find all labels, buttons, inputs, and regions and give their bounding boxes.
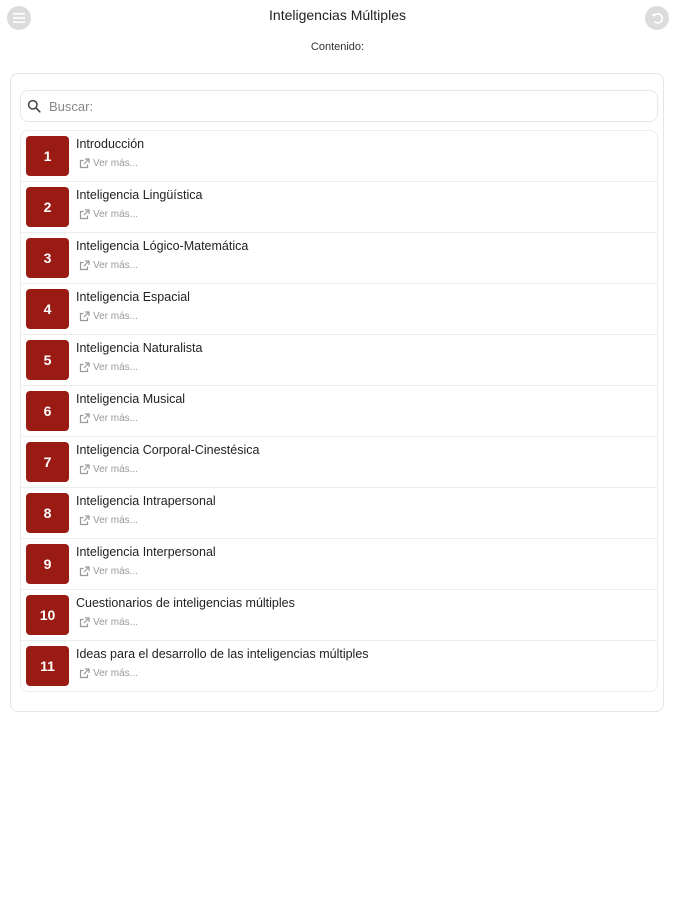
item-title: Cuestionarios de inteligencias múltiples bbox=[76, 596, 295, 610]
item-number-badge: 9 bbox=[26, 544, 69, 584]
see-more-link[interactable] bbox=[79, 158, 138, 169]
search-bar[interactable] bbox=[20, 90, 658, 122]
see-more-label: Ver más... bbox=[93, 362, 139, 373]
see-more-label: Ver más... bbox=[93, 464, 139, 475]
external-link-icon bbox=[79, 413, 90, 424]
content-panel bbox=[10, 73, 664, 712]
see-more-label: Ver más... bbox=[93, 158, 139, 169]
external-link-icon bbox=[79, 566, 90, 577]
list-item[interactable] bbox=[21, 386, 657, 437]
see-more-label: Ver más... bbox=[93, 209, 139, 220]
item-number-badge: 1 bbox=[26, 136, 69, 176]
see-more-label: Ver más... bbox=[93, 260, 139, 271]
content-list bbox=[20, 130, 658, 692]
search-input[interactable] bbox=[47, 98, 631, 115]
item-title: Inteligencia Naturalista bbox=[76, 341, 203, 355]
item-number-badge: 2 bbox=[26, 187, 69, 227]
item-title: Inteligencia Lógico-Matemática bbox=[76, 239, 249, 253]
see-more-link[interactable] bbox=[79, 413, 138, 424]
external-link-icon bbox=[79, 311, 90, 322]
search-icon bbox=[27, 99, 41, 113]
item-title: Inteligencia Lingüística bbox=[76, 188, 203, 202]
item-title: Inteligencia Intrapersonal bbox=[76, 494, 216, 508]
see-more-link[interactable] bbox=[79, 566, 138, 577]
see-more-link[interactable] bbox=[79, 515, 138, 526]
back-button[interactable] bbox=[645, 6, 669, 30]
list-item[interactable] bbox=[21, 284, 657, 335]
list-item[interactable] bbox=[21, 488, 657, 539]
list-item[interactable] bbox=[21, 335, 657, 386]
list-item[interactable] bbox=[21, 182, 657, 233]
list-item[interactable] bbox=[21, 641, 657, 691]
top-bar bbox=[0, 0, 675, 68]
see-more-link[interactable] bbox=[79, 668, 138, 679]
see-more-link[interactable] bbox=[79, 617, 138, 628]
item-title: Inteligencia Interpersonal bbox=[76, 545, 216, 559]
external-link-icon bbox=[79, 617, 90, 628]
external-link-icon bbox=[79, 515, 90, 526]
external-link-icon bbox=[79, 668, 90, 679]
item-number-badge: 5 bbox=[26, 340, 69, 380]
item-title: Inteligencia Espacial bbox=[76, 290, 190, 304]
see-more-label: Ver más... bbox=[93, 311, 139, 322]
external-link-icon bbox=[79, 464, 90, 475]
external-link-icon bbox=[79, 362, 90, 373]
list-item[interactable] bbox=[21, 539, 657, 590]
list-item[interactable] bbox=[21, 233, 657, 284]
external-link-icon bbox=[79, 209, 90, 220]
back-icon bbox=[650, 11, 664, 25]
see-more-link[interactable] bbox=[79, 311, 138, 322]
external-link-icon bbox=[79, 260, 90, 271]
see-more-label: Ver más... bbox=[93, 617, 139, 628]
page-subtitle: Contenido: bbox=[310, 41, 365, 53]
item-number-badge: 11 bbox=[26, 646, 69, 686]
see-more-link[interactable] bbox=[79, 362, 138, 373]
item-number-badge: 7 bbox=[26, 442, 69, 482]
external-link-icon bbox=[79, 158, 90, 169]
item-title: Introducción bbox=[76, 137, 145, 151]
see-more-label: Ver más... bbox=[93, 566, 139, 577]
list-item[interactable] bbox=[21, 590, 657, 641]
see-more-label: Ver más... bbox=[93, 515, 139, 526]
item-title: Inteligencia Musical bbox=[76, 392, 186, 406]
see-more-label: Ver más... bbox=[93, 668, 139, 679]
item-title: Inteligencia Corporal-Cinestésica bbox=[76, 443, 260, 457]
item-number-badge: 8 bbox=[26, 493, 69, 533]
item-title: Ideas para el desarrollo de las inteligencias múltiples bbox=[76, 647, 369, 661]
see-more-label: Ver más... bbox=[93, 413, 139, 424]
see-more-link[interactable] bbox=[79, 260, 138, 271]
see-more-link[interactable] bbox=[79, 464, 138, 475]
see-more-link[interactable] bbox=[79, 209, 138, 220]
item-number-badge: 10 bbox=[26, 595, 69, 635]
list-item[interactable] bbox=[21, 437, 657, 488]
item-number-badge: 6 bbox=[26, 391, 69, 431]
list-item[interactable] bbox=[21, 131, 657, 182]
page-title: Inteligencias Múltiples bbox=[269, 7, 406, 23]
item-number-badge: 3 bbox=[26, 238, 69, 278]
item-number-badge: 4 bbox=[26, 289, 69, 329]
